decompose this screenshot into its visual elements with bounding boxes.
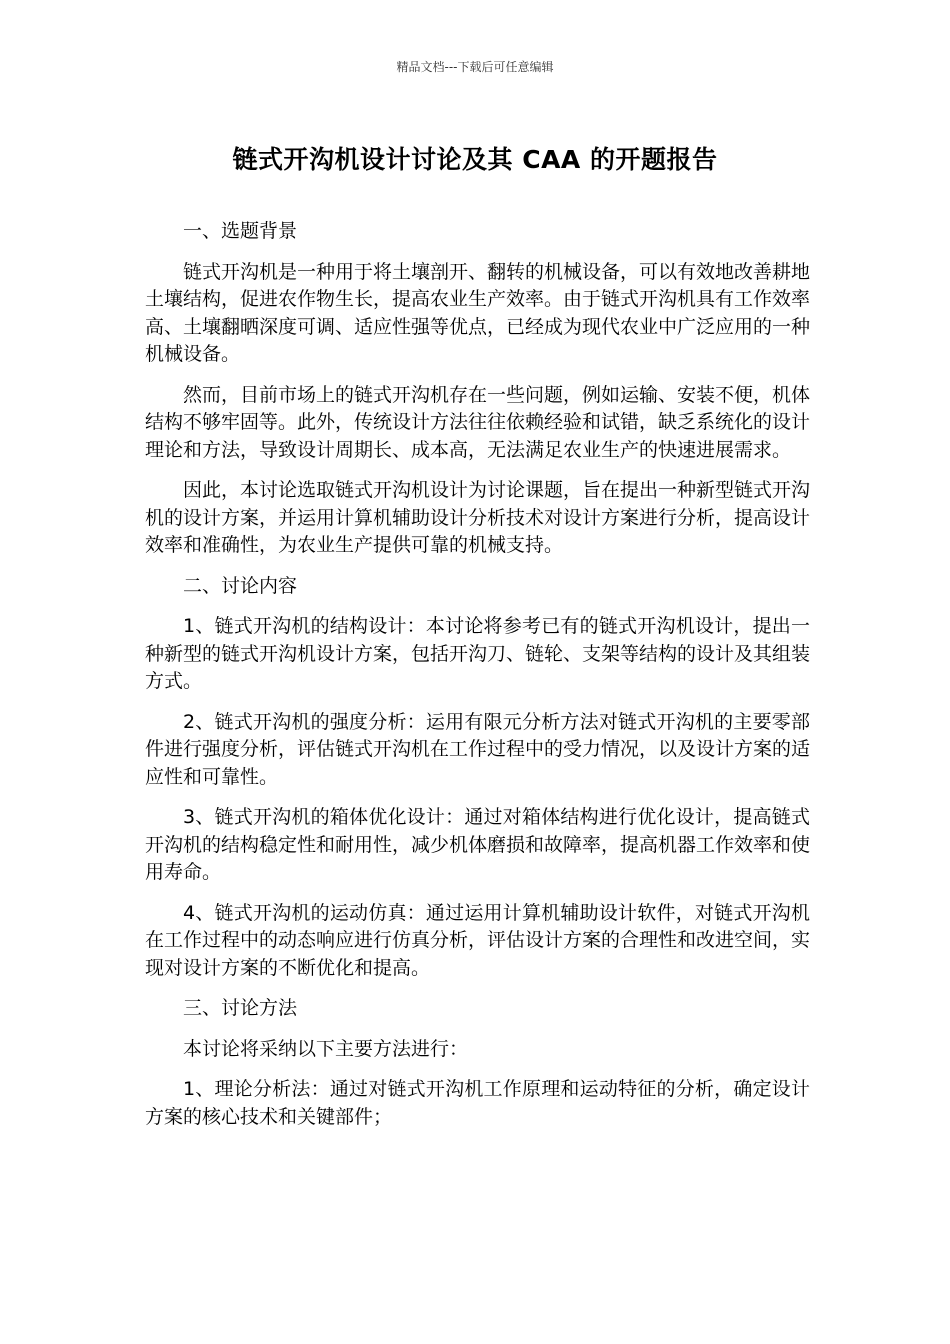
paragraph: 本讨论将采纳以下主要方法进行： [183,1037,469,1060]
paragraph: 3、链式开沟机的箱体优化设计：通过对箱体结构进行优化设计，提高链式开沟机的结构稳定性和耐用性，减少机体磨损和故障率，提高机器工作效率和使用寿命。 [145,806,811,883]
document-title: 链式开沟机设计讨论及其 CAA 的开题报告 [232,145,718,174]
paragraph: 1、链式开沟机的结构设计：本讨论将参考已有的链式开沟机设计，提出一种新型的链式开沟机设计方案，包括开沟刀、链轮、支架等结构的设计及其组装方式。 [145,615,811,692]
paragraph: 1、理论分析法：通过对链式开沟机工作原理和运动特征的分析，确定设计方案的核心技术和关键部件； [145,1078,810,1128]
page-header: 精品文档---下载后可任意编辑 [396,60,554,74]
paragraph: 链式开沟机是一种用于将土壤剖开、翻转的机械设备，可以有效地改善耕地土壤结构，促进农作物生长，提高农业生产效率。由于链式开沟机具有工作效率高、土壤翻晒深度可调、适应性强等优点，已经成为现代农业中广泛应用的一种机械设备。 [145,260,811,365]
section-heading-content: 二、讨论内容 [183,574,298,597]
document-body [145,218,810,1144]
section-heading-background: 一、选题背景 [183,220,298,242]
paragraph: 4、链式开沟机的运动仿真：通过运用计算机辅助设计软件，对链式开沟机在工作过程中的动态响应进行仿真分析，评估设计方案的合理性和改进空间，实现对设计方案的不断优化和提高。 [145,901,811,979]
paragraph: 然而，目前市场上的链式开沟机存在一些问题，例如运输、安装不便，机体结构不够牢固等。此外，传统设计方法往往依赖经验和试错，缺乏系统化的设计理论和方法，导致设计周期长、成本高，无法满足农业生产的快速进展需求。 [145,383,811,461]
paragraph: 因此，本讨论选取链式开沟机设计为讨论课题，旨在提出一种新型链式开沟机的设计方案，并运用计算机辅助设计分析技术对设计方案进行分析，提高设计效率和准确性，为农业生产提供可靠的机械支持。 [145,479,811,556]
paragraph: 2、链式开沟机的强度分析：运用有限元分析方法对链式开沟机的主要零部件进行强度分析，评估链式开沟机在工作过程中的受力情况，以及设计方案的适应性和可靠性。 [145,710,811,788]
section-heading-method: 三、讨论方法 [183,997,298,1019]
